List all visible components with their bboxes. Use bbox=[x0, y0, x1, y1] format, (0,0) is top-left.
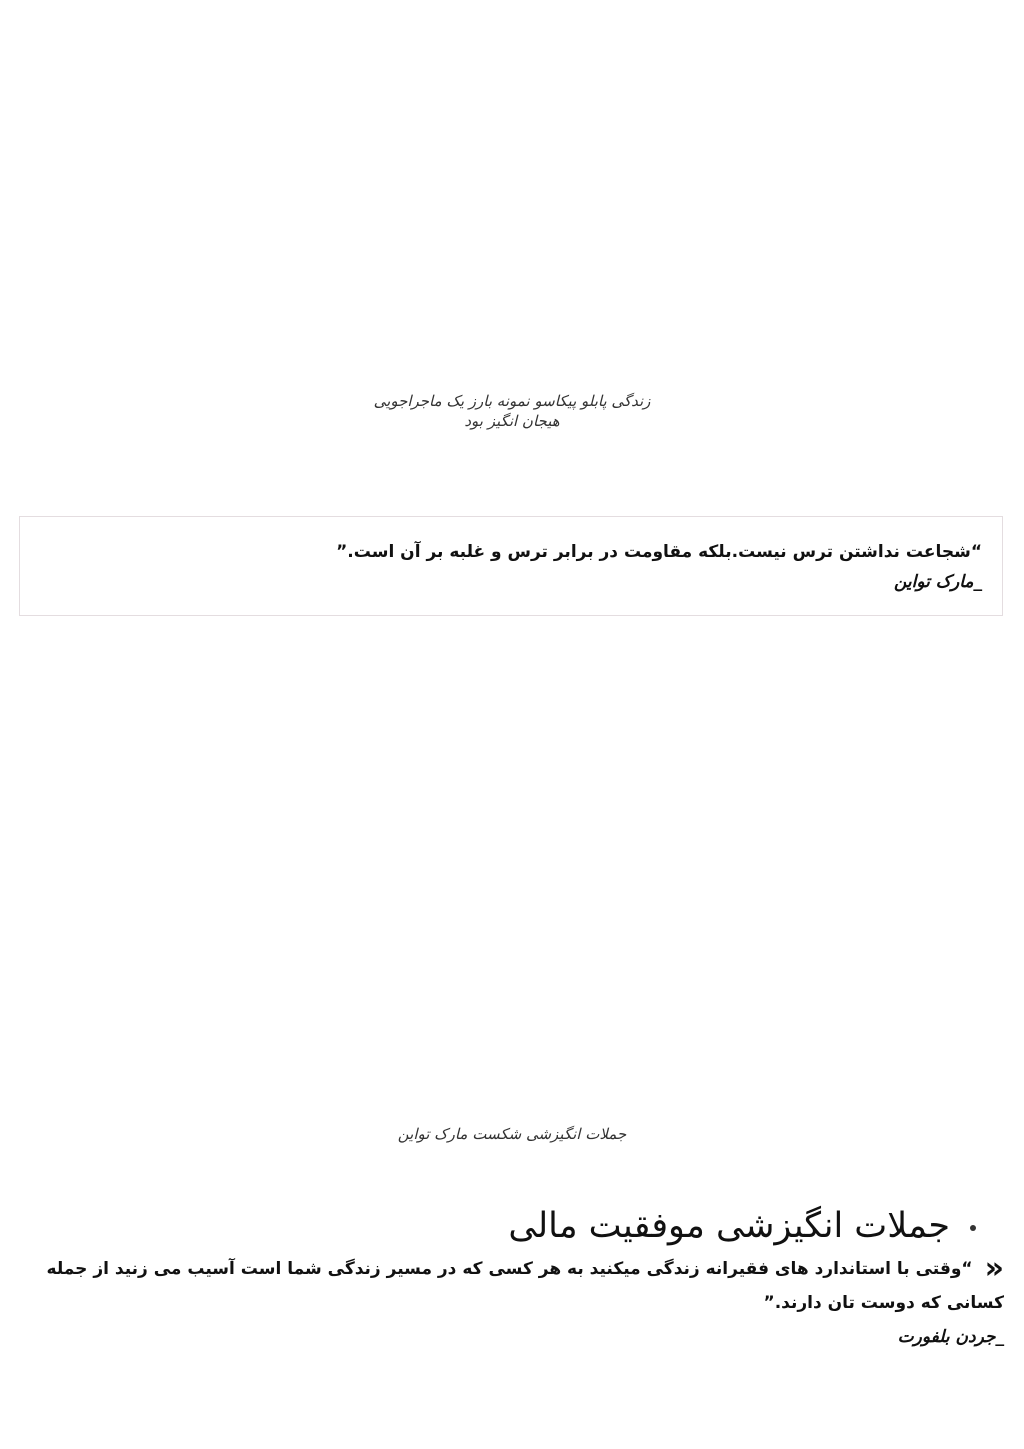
section-heading-text: جملات انگیزشی موفقیت مالی bbox=[508, 1206, 950, 1247]
blockquote bbox=[19, 516, 1003, 616]
quote-author: _جردن بلفورت bbox=[897, 1327, 1004, 1347]
image-caption-text: زندگی پابلو پیکاسو نمونه بارز یک ماجراجویی هیجان انگیز بود bbox=[373, 392, 651, 430]
blockquote bbox=[19, 1252, 1004, 1354]
section-heading bbox=[508, 1201, 976, 1251]
quote-text: “شجاعت نداشتن ترس نیست.بلکه مقاومت در برابر ترس و غلبه بر آن است.” bbox=[336, 542, 982, 562]
article-image-picasso bbox=[0, 0, 1024, 385]
quote-author: _مارک تواین bbox=[893, 572, 982, 592]
image-caption-text: جملات انگیزشی شکست مارک تواین bbox=[397, 1125, 627, 1143]
quote-text: “وقتی با استاندارد های فقیرانه زندگی میکنید به هر کسی که در مسیر زندگی شما است آسیب می زنید از جمله کسانی که دوست تان دارند.” bbox=[46, 1259, 1004, 1313]
article-image-mark-twain bbox=[0, 630, 1024, 1120]
bullet-icon bbox=[970, 1225, 976, 1231]
image-caption bbox=[0, 391, 1024, 431]
double-angle-quote-icon: « bbox=[984, 1251, 1004, 1286]
image-caption bbox=[0, 1124, 1024, 1144]
quote-paragraph bbox=[19, 1252, 1004, 1320]
